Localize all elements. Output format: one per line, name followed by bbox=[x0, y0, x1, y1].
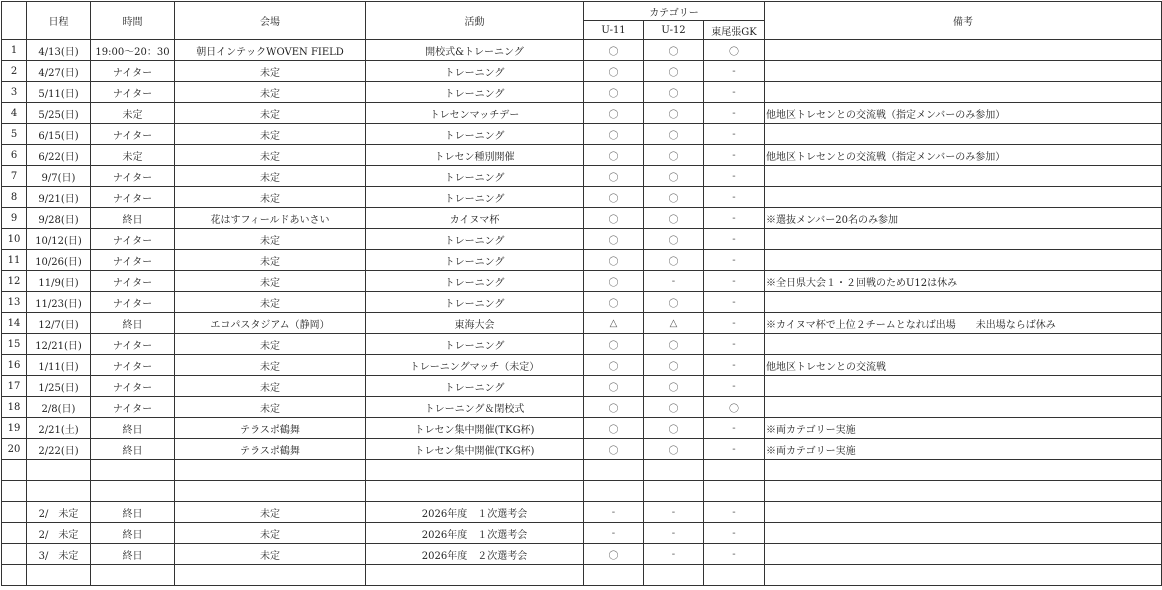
row-gk-mark: - bbox=[704, 418, 765, 439]
row-memo: 他地区トレセンとの交流戦 bbox=[765, 355, 1162, 376]
row-u12-mark: - bbox=[644, 502, 704, 523]
table-row bbox=[2, 40, 1162, 61]
row-time: 終日 bbox=[91, 439, 175, 460]
table-row bbox=[2, 481, 1162, 502]
row-time: 終日 bbox=[91, 544, 175, 565]
row-memo bbox=[765, 187, 1162, 208]
row-activity: トレーニング bbox=[366, 187, 584, 208]
schedule-table bbox=[1, 1, 1162, 586]
row-gk-mark: - bbox=[704, 250, 765, 271]
row-venue: 未定 bbox=[175, 103, 366, 124]
row-u12-mark: △ bbox=[644, 313, 704, 334]
row-u12-mark: 〇 bbox=[644, 250, 704, 271]
row-time bbox=[91, 481, 175, 502]
header-gk: 東尾張GK bbox=[704, 21, 765, 40]
row-u11-mark: 〇 bbox=[584, 103, 644, 124]
row-date: 6/22(日) bbox=[27, 145, 91, 166]
header-memo: 備考 bbox=[765, 2, 1162, 40]
row-number: 1 bbox=[2, 40, 27, 61]
row-venue: 未定 bbox=[175, 145, 366, 166]
table-row bbox=[2, 271, 1162, 292]
row-memo bbox=[765, 229, 1162, 250]
row-gk-mark: - bbox=[704, 208, 765, 229]
table-row bbox=[2, 397, 1162, 418]
row-date: 11/9(日) bbox=[27, 271, 91, 292]
row-date: 3/ 未定 bbox=[27, 544, 91, 565]
table-row bbox=[2, 565, 1162, 586]
row-date: 2/8(日) bbox=[27, 397, 91, 418]
row-activity: 2026年度 １次選考会 bbox=[366, 502, 584, 523]
row-gk-mark: - bbox=[704, 61, 765, 82]
row-venue: テラスポ鶴舞 bbox=[175, 439, 366, 460]
row-date: 9/28(日) bbox=[27, 208, 91, 229]
row-time: ナイター bbox=[91, 124, 175, 145]
table-row bbox=[2, 187, 1162, 208]
row-number: 8 bbox=[2, 187, 27, 208]
row-date: 4/13(日) bbox=[27, 40, 91, 61]
header-activity: 活動 bbox=[366, 2, 584, 40]
row-venue: 未定 bbox=[175, 250, 366, 271]
row-venue: 未定 bbox=[175, 376, 366, 397]
row-u11-mark: 〇 bbox=[584, 397, 644, 418]
row-activity: トレセンマッチデー bbox=[366, 103, 584, 124]
row-u11-mark: 〇 bbox=[584, 229, 644, 250]
table-row bbox=[2, 103, 1162, 124]
row-u12-mark: 〇 bbox=[644, 145, 704, 166]
row-number: 6 bbox=[2, 145, 27, 166]
table-row bbox=[2, 439, 1162, 460]
row-number: 13 bbox=[2, 292, 27, 313]
row-u12-mark: - bbox=[644, 523, 704, 544]
row-activity: トレセン集中開催(TKG杯) bbox=[366, 418, 584, 439]
row-u12-mark bbox=[644, 460, 704, 481]
row-number: 3 bbox=[2, 82, 27, 103]
row-memo bbox=[765, 250, 1162, 271]
row-u12-mark: 〇 bbox=[644, 208, 704, 229]
row-venue: 未定 bbox=[175, 82, 366, 103]
table-row bbox=[2, 292, 1162, 313]
row-date: 12/21(日) bbox=[27, 334, 91, 355]
row-u11-mark bbox=[584, 481, 644, 502]
row-venue bbox=[175, 565, 366, 586]
row-gk-mark: - bbox=[704, 544, 765, 565]
table-row bbox=[2, 460, 1162, 481]
row-date: 2/22(日) bbox=[27, 439, 91, 460]
row-gk-mark: - bbox=[704, 229, 765, 250]
row-number bbox=[2, 565, 27, 586]
row-date: 12/7(日) bbox=[27, 313, 91, 334]
row-memo: 他地区トレセンとの交流戦（指定メンバーのみ参加） bbox=[765, 103, 1162, 124]
table-row bbox=[2, 313, 1162, 334]
row-number bbox=[2, 544, 27, 565]
row-date: 1/25(日) bbox=[27, 376, 91, 397]
row-venue: 未定 bbox=[175, 166, 366, 187]
row-number bbox=[2, 502, 27, 523]
row-u12-mark: - bbox=[644, 544, 704, 565]
row-u11-mark bbox=[584, 460, 644, 481]
row-u11-mark: 〇 bbox=[584, 418, 644, 439]
row-time: ナイター bbox=[91, 250, 175, 271]
table-row bbox=[2, 229, 1162, 250]
row-date: 2/21(土) bbox=[27, 418, 91, 439]
row-venue: 未定 bbox=[175, 229, 366, 250]
row-activity: トレーニング bbox=[366, 166, 584, 187]
row-activity: カイヌマ杯 bbox=[366, 208, 584, 229]
row-memo bbox=[765, 82, 1162, 103]
row-time: ナイター bbox=[91, 82, 175, 103]
row-time: ナイター bbox=[91, 355, 175, 376]
row-u11-mark bbox=[584, 565, 644, 586]
row-number bbox=[2, 460, 27, 481]
row-memo bbox=[765, 502, 1162, 523]
row-time: 未定 bbox=[91, 103, 175, 124]
row-activity bbox=[366, 460, 584, 481]
row-gk-mark: - bbox=[704, 292, 765, 313]
row-number: 16 bbox=[2, 355, 27, 376]
row-number: 20 bbox=[2, 439, 27, 460]
row-u12-mark: 〇 bbox=[644, 82, 704, 103]
row-number bbox=[2, 481, 27, 502]
row-u12-mark: 〇 bbox=[644, 229, 704, 250]
table-row bbox=[2, 208, 1162, 229]
row-number: 5 bbox=[2, 124, 27, 145]
row-time: 19:00～20：30 bbox=[91, 40, 175, 61]
row-memo: ※カイヌマ杯で上位２チームとなれば出場 未出場ならば休み bbox=[765, 313, 1162, 334]
row-u12-mark: 〇 bbox=[644, 418, 704, 439]
table-row bbox=[2, 502, 1162, 523]
row-venue bbox=[175, 460, 366, 481]
row-number: 11 bbox=[2, 250, 27, 271]
row-gk-mark: - bbox=[704, 334, 765, 355]
row-u11-mark: 〇 bbox=[584, 544, 644, 565]
row-number: 12 bbox=[2, 271, 27, 292]
row-memo bbox=[765, 481, 1162, 502]
row-memo: ※両カテゴリー実施 bbox=[765, 439, 1162, 460]
row-date: 1/11(日) bbox=[27, 355, 91, 376]
row-activity: トレーニング bbox=[366, 292, 584, 313]
row-date: 5/25(日) bbox=[27, 103, 91, 124]
table-row bbox=[2, 418, 1162, 439]
row-u12-mark: 〇 bbox=[644, 397, 704, 418]
header-date: 日程 bbox=[27, 2, 91, 40]
header-venue: 会場 bbox=[175, 2, 366, 40]
row-time: 終日 bbox=[91, 418, 175, 439]
row-date bbox=[27, 565, 91, 586]
table-row bbox=[2, 355, 1162, 376]
row-time: 終日 bbox=[91, 523, 175, 544]
row-u12-mark: 〇 bbox=[644, 166, 704, 187]
row-u12-mark: 〇 bbox=[644, 187, 704, 208]
table-row bbox=[2, 250, 1162, 271]
row-time: 終日 bbox=[91, 313, 175, 334]
row-time: 未定 bbox=[91, 145, 175, 166]
row-memo: ※全日県大会１・２回戦のためU12は休み bbox=[765, 271, 1162, 292]
row-time: 終日 bbox=[91, 502, 175, 523]
row-gk-mark bbox=[704, 481, 765, 502]
row-u11-mark: - bbox=[584, 523, 644, 544]
row-number: 4 bbox=[2, 103, 27, 124]
row-date bbox=[27, 460, 91, 481]
row-venue: 未定 bbox=[175, 292, 366, 313]
row-memo bbox=[765, 523, 1162, 544]
row-date: 2/ 未定 bbox=[27, 502, 91, 523]
row-number: 7 bbox=[2, 166, 27, 187]
table-header bbox=[2, 2, 1162, 40]
row-gk-mark: - bbox=[704, 124, 765, 145]
row-u12-mark bbox=[644, 481, 704, 502]
row-time: ナイター bbox=[91, 334, 175, 355]
row-time bbox=[91, 460, 175, 481]
row-memo bbox=[765, 124, 1162, 145]
row-u12-mark: 〇 bbox=[644, 40, 704, 61]
row-activity: トレセン種別開催 bbox=[366, 145, 584, 166]
row-activity: トレーニング bbox=[366, 334, 584, 355]
row-u12-mark: 〇 bbox=[644, 334, 704, 355]
row-venue: 花はすフィールドあいさい bbox=[175, 208, 366, 229]
row-memo bbox=[765, 565, 1162, 586]
row-activity: トレーニングマッチ（未定） bbox=[366, 355, 584, 376]
row-activity: トレーニング bbox=[366, 82, 584, 103]
row-venue bbox=[175, 481, 366, 502]
row-venue: 未定 bbox=[175, 523, 366, 544]
row-u11-mark: 〇 bbox=[584, 376, 644, 397]
row-time bbox=[91, 565, 175, 586]
row-gk-mark: - bbox=[704, 271, 765, 292]
table-row bbox=[2, 376, 1162, 397]
row-u11-mark: 〇 bbox=[584, 145, 644, 166]
row-memo bbox=[765, 166, 1162, 187]
row-activity: トレセン集中開催(TKG杯) bbox=[366, 439, 584, 460]
table-body bbox=[2, 40, 1162, 586]
row-number: 17 bbox=[2, 376, 27, 397]
row-memo bbox=[765, 334, 1162, 355]
row-memo bbox=[765, 460, 1162, 481]
row-gk-mark: - bbox=[704, 187, 765, 208]
row-activity: トレーニング＆閉校式 bbox=[366, 397, 584, 418]
row-gk-mark: - bbox=[704, 103, 765, 124]
row-activity bbox=[366, 565, 584, 586]
table-row bbox=[2, 523, 1162, 544]
row-u11-mark: 〇 bbox=[584, 439, 644, 460]
header-time: 時間 bbox=[91, 2, 175, 40]
row-number bbox=[2, 523, 27, 544]
row-venue: 未定 bbox=[175, 397, 366, 418]
row-u12-mark: 〇 bbox=[644, 355, 704, 376]
row-memo: ※両カテゴリー実施 bbox=[765, 418, 1162, 439]
row-venue: 未定 bbox=[175, 502, 366, 523]
table-row bbox=[2, 166, 1162, 187]
row-u11-mark: 〇 bbox=[584, 82, 644, 103]
row-time: ナイター bbox=[91, 187, 175, 208]
row-time: ナイター bbox=[91, 376, 175, 397]
row-u11-mark: 〇 bbox=[584, 124, 644, 145]
row-venue: 未定 bbox=[175, 334, 366, 355]
row-activity: トレーニング bbox=[366, 271, 584, 292]
row-u11-mark: 〇 bbox=[584, 61, 644, 82]
row-memo bbox=[765, 397, 1162, 418]
row-time: ナイター bbox=[91, 61, 175, 82]
row-time: ナイター bbox=[91, 166, 175, 187]
row-number: 14 bbox=[2, 313, 27, 334]
row-date: 11/23(日) bbox=[27, 292, 91, 313]
row-gk-mark: 〇 bbox=[704, 397, 765, 418]
row-activity: 開校式&トレーニング bbox=[366, 40, 584, 61]
row-date: 10/12(日) bbox=[27, 229, 91, 250]
table-row bbox=[2, 544, 1162, 565]
header-u12: U-12 bbox=[644, 21, 704, 40]
row-u11-mark: 〇 bbox=[584, 355, 644, 376]
row-venue: テラスポ鶴舞 bbox=[175, 418, 366, 439]
row-u12-mark: 〇 bbox=[644, 124, 704, 145]
row-number: 15 bbox=[2, 334, 27, 355]
row-u12-mark: 〇 bbox=[644, 103, 704, 124]
table-row bbox=[2, 145, 1162, 166]
row-activity: トレーニング bbox=[366, 229, 584, 250]
row-venue: 未定 bbox=[175, 61, 366, 82]
row-memo: 他地区トレセンとの交流戦（指定メンバーのみ参加） bbox=[765, 145, 1162, 166]
row-activity bbox=[366, 481, 584, 502]
row-date: 4/27(日) bbox=[27, 61, 91, 82]
row-u11-mark: 〇 bbox=[584, 292, 644, 313]
row-u11-mark: △ bbox=[584, 313, 644, 334]
row-memo bbox=[765, 61, 1162, 82]
row-memo bbox=[765, 376, 1162, 397]
row-time: ナイター bbox=[91, 397, 175, 418]
row-gk-mark: - bbox=[704, 145, 765, 166]
row-activity: 東海大会 bbox=[366, 313, 584, 334]
row-venue: 未定 bbox=[175, 355, 366, 376]
row-number: 2 bbox=[2, 61, 27, 82]
row-venue: 未定 bbox=[175, 271, 366, 292]
row-activity: トレーニング bbox=[366, 124, 584, 145]
table-row bbox=[2, 61, 1162, 82]
row-u11-mark: 〇 bbox=[584, 271, 644, 292]
header-no bbox=[2, 2, 27, 40]
row-gk-mark: - bbox=[704, 439, 765, 460]
row-u11-mark: 〇 bbox=[584, 40, 644, 61]
row-u12-mark: 〇 bbox=[644, 292, 704, 313]
row-u12-mark bbox=[644, 565, 704, 586]
row-number: 9 bbox=[2, 208, 27, 229]
row-time: ナイター bbox=[91, 292, 175, 313]
row-venue: 朝日インテックWOVEN FIELD bbox=[175, 40, 366, 61]
row-number: 19 bbox=[2, 418, 27, 439]
row-activity: トレーニング bbox=[366, 376, 584, 397]
row-gk-mark bbox=[704, 460, 765, 481]
row-gk-mark bbox=[704, 565, 765, 586]
row-u11-mark: 〇 bbox=[584, 250, 644, 271]
row-time: ナイター bbox=[91, 271, 175, 292]
row-gk-mark: - bbox=[704, 523, 765, 544]
row-date bbox=[27, 481, 91, 502]
row-u11-mark: 〇 bbox=[584, 208, 644, 229]
row-memo bbox=[765, 544, 1162, 565]
row-memo: ※選抜メンバー20名のみ参加 bbox=[765, 208, 1162, 229]
row-u12-mark: 〇 bbox=[644, 376, 704, 397]
row-u11-mark: 〇 bbox=[584, 334, 644, 355]
row-date: 9/21(日) bbox=[27, 187, 91, 208]
row-time: 終日 bbox=[91, 208, 175, 229]
row-gk-mark: - bbox=[704, 376, 765, 397]
row-date: 6/15(日) bbox=[27, 124, 91, 145]
row-u11-mark: 〇 bbox=[584, 187, 644, 208]
row-memo bbox=[765, 40, 1162, 61]
row-venue: エコパスタジアム（静岡） bbox=[175, 313, 366, 334]
row-gk-mark: - bbox=[704, 166, 765, 187]
row-gk-mark: - bbox=[704, 313, 765, 334]
row-memo bbox=[765, 292, 1162, 313]
row-venue: 未定 bbox=[175, 544, 366, 565]
row-gk-mark: - bbox=[704, 502, 765, 523]
row-gk-mark: 〇 bbox=[704, 40, 765, 61]
row-date: 2/ 未定 bbox=[27, 523, 91, 544]
row-u11-mark: 〇 bbox=[584, 166, 644, 187]
table-row bbox=[2, 124, 1162, 145]
row-activity: 2026年度 ２次選考会 bbox=[366, 544, 584, 565]
row-venue: 未定 bbox=[175, 187, 366, 208]
row-date: 5/11(日) bbox=[27, 82, 91, 103]
row-time: ナイター bbox=[91, 229, 175, 250]
row-gk-mark: - bbox=[704, 82, 765, 103]
row-activity: 2026年度 １次選考会 bbox=[366, 523, 584, 544]
row-date: 10/26(日) bbox=[27, 250, 91, 271]
row-date: 9/7(日) bbox=[27, 166, 91, 187]
header-category: カテゴリー bbox=[584, 2, 765, 21]
header-u11: U-11 bbox=[584, 21, 644, 40]
table-row bbox=[2, 334, 1162, 355]
row-u11-mark: - bbox=[584, 502, 644, 523]
row-venue: 未定 bbox=[175, 124, 366, 145]
row-number: 18 bbox=[2, 397, 27, 418]
row-u12-mark: 〇 bbox=[644, 61, 704, 82]
row-u12-mark: - bbox=[644, 271, 704, 292]
row-activity: トレーニング bbox=[366, 61, 584, 82]
table-row bbox=[2, 82, 1162, 103]
row-gk-mark: - bbox=[704, 355, 765, 376]
row-u12-mark: 〇 bbox=[644, 439, 704, 460]
row-activity: トレーニング bbox=[366, 250, 584, 271]
row-number: 10 bbox=[2, 229, 27, 250]
